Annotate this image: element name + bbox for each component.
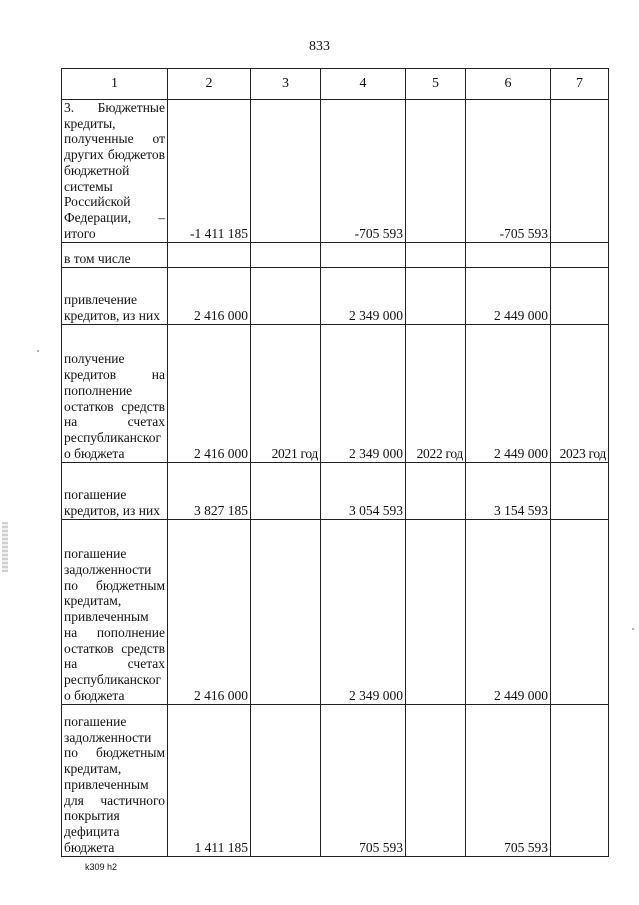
value-cell: [551, 268, 609, 325]
scan-artifact: [2, 522, 8, 572]
value-cell: [551, 243, 609, 268]
column-header: 2: [168, 69, 251, 100]
value-cell: 1 411 185: [168, 705, 251, 857]
row-label: привлечение кредитов, из них: [62, 268, 168, 325]
value-cell: 2 416 000: [168, 325, 251, 463]
value-cell: [406, 463, 466, 520]
value-cell: [251, 463, 321, 520]
value-cell: 2 349 000: [321, 520, 406, 705]
row-label: погашение задолженности по бюджетным кредитам, привлеченным на пополнение остатков средств на счетах республиканского бюджета: [62, 520, 168, 705]
value-cell: 2 349 000: [321, 325, 406, 463]
table-row: [62, 100, 609, 243]
value-cell: 2 349 000: [321, 268, 406, 325]
value-cell: [406, 243, 466, 268]
value-cell: [551, 463, 609, 520]
value-cell: 705 593: [321, 705, 406, 857]
table-row: [62, 325, 609, 463]
value-cell: [406, 520, 466, 705]
column-header: 7: [551, 69, 609, 100]
value-cell: -705 593: [321, 100, 406, 243]
table-row: [62, 705, 609, 857]
value-cell: 2 449 000: [466, 268, 551, 325]
value-cell: [251, 243, 321, 268]
column-header: 3: [251, 69, 321, 100]
table-row: [62, 268, 609, 325]
value-cell: 2 416 000: [168, 268, 251, 325]
value-cell: 2022 год: [406, 325, 466, 463]
column-header: 1: [62, 69, 168, 100]
value-cell: 705 593: [466, 705, 551, 857]
table-header-row: [62, 69, 609, 100]
value-cell: [321, 243, 406, 268]
value-cell: [168, 243, 251, 268]
value-cell: [251, 100, 321, 243]
column-header: 6: [466, 69, 551, 100]
value-cell: 2021 год: [251, 325, 321, 463]
footer-code: k309 h2: [85, 862, 118, 872]
column-header: 4: [321, 69, 406, 100]
value-cell: [466, 243, 551, 268]
value-cell: 2 449 000: [466, 325, 551, 463]
value-cell: [406, 100, 466, 243]
row-label: получение кредитов на пополнение остатков средств на счетах республиканского бюджета: [62, 325, 168, 463]
budget-credits-table: [61, 68, 609, 857]
value-cell: 3 827 185: [168, 463, 251, 520]
value-cell: [551, 520, 609, 705]
value-cell: [551, 100, 609, 243]
value-cell: -1 411 185: [168, 100, 251, 243]
table-row: [62, 243, 609, 268]
value-cell: -705 593: [466, 100, 551, 243]
table-row: [62, 520, 609, 705]
row-label: погашение кредитов, из них: [62, 463, 168, 520]
value-cell: [406, 268, 466, 325]
scan-artifact: [37, 350, 39, 352]
column-header: 5: [406, 69, 466, 100]
value-cell: 2 449 000: [466, 520, 551, 705]
table-row: [62, 463, 609, 520]
value-cell: 2023 год: [551, 325, 609, 463]
row-label: в том числе: [62, 243, 168, 268]
value-cell: 2 416 000: [168, 520, 251, 705]
value-cell: [551, 705, 609, 857]
value-cell: 3 054 593: [321, 463, 406, 520]
page-number: 833: [309, 39, 330, 54]
value-cell: 3 154 593: [466, 463, 551, 520]
scan-artifact: [632, 628, 634, 630]
value-cell: [251, 705, 321, 857]
row-label: 3. Бюджетные кредиты, полученные от других бюджетов бюджетной системы Российской Федерации, – итого: [62, 100, 168, 243]
value-cell: [251, 520, 321, 705]
value-cell: [406, 705, 466, 857]
value-cell: [251, 268, 321, 325]
row-label: погашение задолженности по бюджетным кредитам, привлеченным для частичного покрытия дефицита бюджета: [62, 705, 168, 857]
